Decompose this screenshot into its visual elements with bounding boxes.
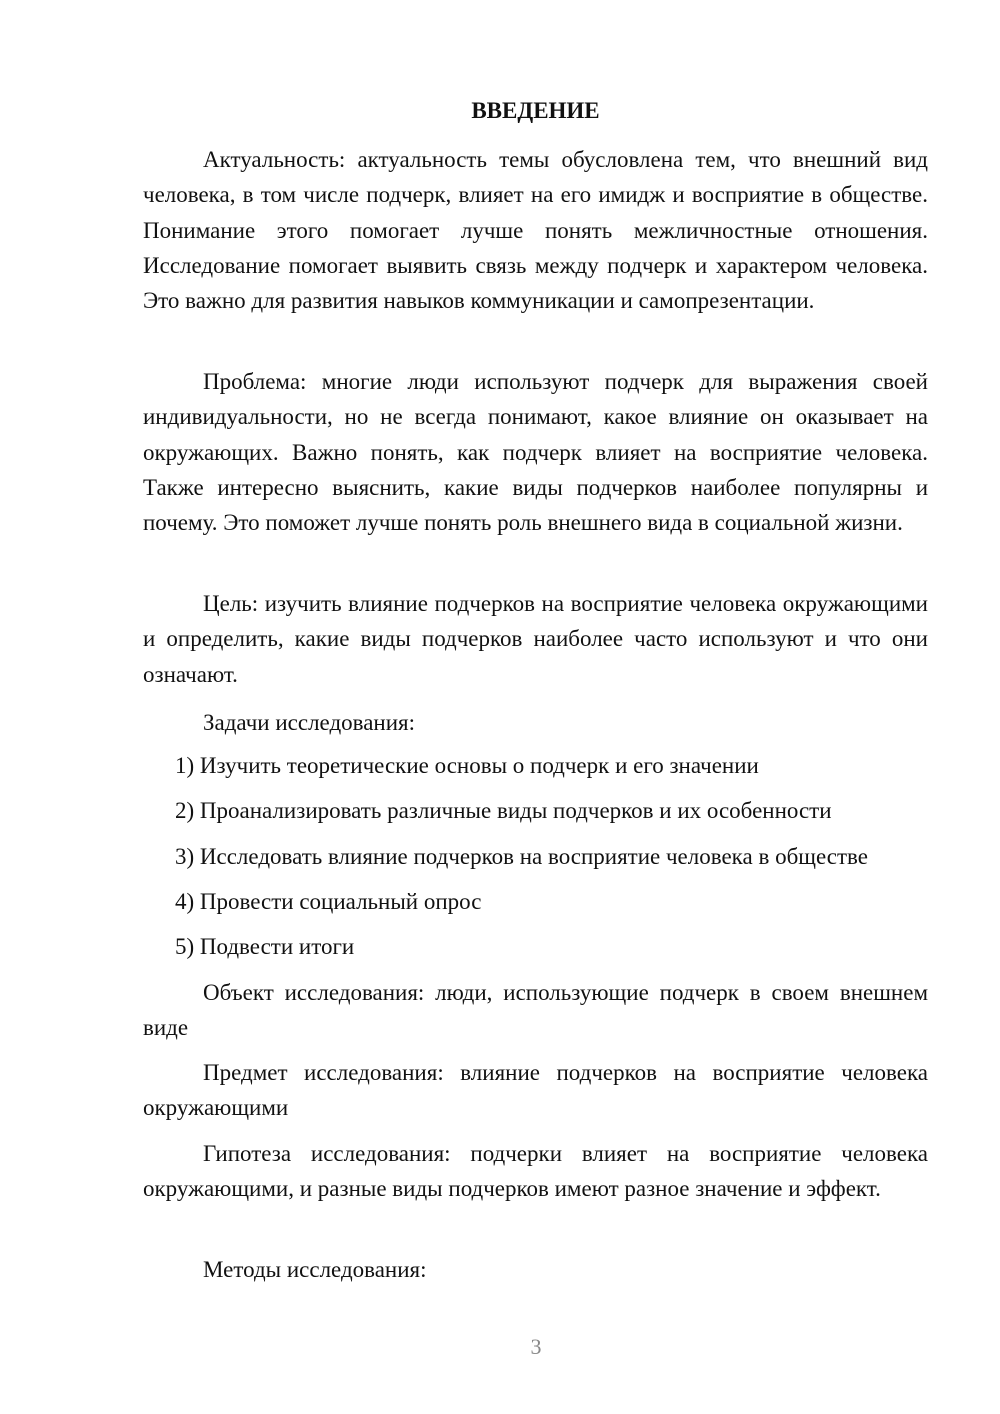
- object-paragraph: Объект исследования: люди, использующие подчерк в своем внешнем виде: [143, 980, 928, 1041]
- task-list-item: 3) Исследовать влияние подчерков на восприятие человека в обществе: [175, 844, 868, 869]
- task-list-item: 1) Изучить теоретические основы о подчерк и его значении: [175, 753, 759, 778]
- task-list-item: 5) Подвести итоги: [175, 934, 355, 959]
- subject-paragraph: Предмет исследования: влияние подчерков на восприятие человека окружающими: [143, 1060, 928, 1121]
- problem-paragraph: Проблема: многие люди используют подчерк для выражения своей индивидуальности, но не всегда понимают, какое влияние он оказывает на окружающих. Важно понять, как подчерк влияет на восприятие человека. Также интересно выяснить, какие виды подчерков наиболее популярны и почему. Это поможет лучше понять роль внешнего вида в социальной жизни.: [143, 369, 928, 536]
- page-title: ВВЕДЕНИЕ: [471, 98, 600, 123]
- page-number: 3: [530, 1334, 542, 1359]
- task-list-item: 2) Проанализировать различные виды подчерков и их особенности: [175, 798, 832, 823]
- hypothesis-paragraph: Гипотеза исследования: подчерки влияет на восприятие человека окружающими, и разные виды подчерков имеют разное значение и эффект.: [143, 1141, 928, 1202]
- goal-paragraph: Цель: изучить влияние подчерков на восприятие человека окружающими и определить, какие виды подчерков наиболее часто используют и что они означают.: [143, 591, 928, 687]
- tasks-heading: Задачи исследования:: [203, 710, 416, 735]
- relevance-paragraph: Актуальность: актуальность темы обусловлена тем, что внешний вид человека, в том числе подчерк, влияет на его имидж и восприятие в обществе. Понимание этого помогает лучше понять межличностные отношения. Исследование помогает выявить связь между подчерк и характером человека. Это важно для развития навыков коммуникации и самопрезентации.: [143, 147, 928, 314]
- methods-heading: Методы исследования:: [203, 1257, 427, 1282]
- task-list-item: 4) Провести социальный опрос: [175, 889, 482, 914]
